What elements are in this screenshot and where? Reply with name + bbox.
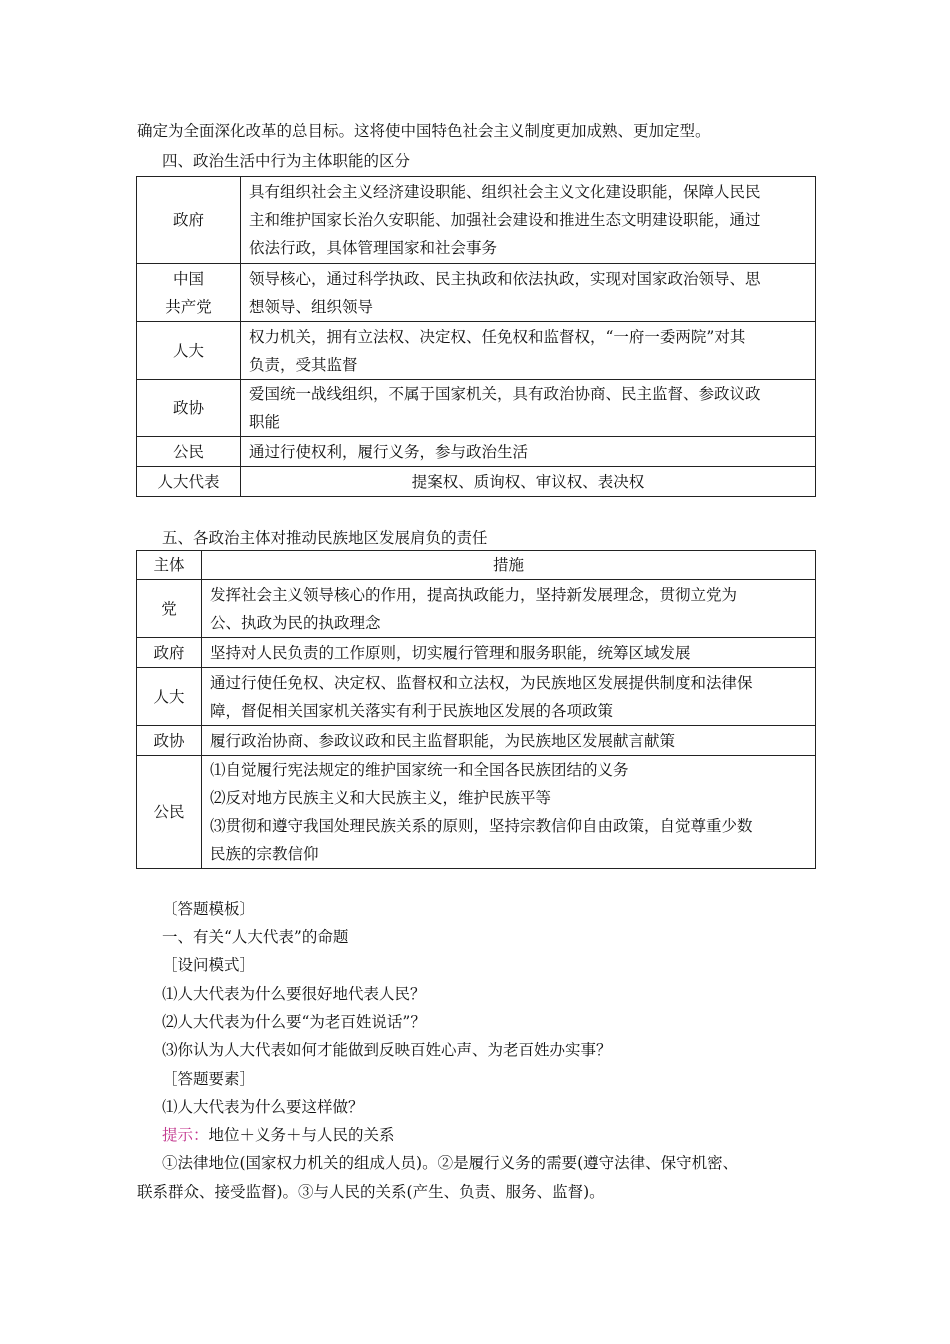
table-row [137,756,816,869]
table-row [137,437,816,467]
table-row [137,264,816,322]
table-row [137,726,816,756]
subject-cell: 政协 [137,726,202,756]
table-row [137,467,816,497]
question-item: ⑴人大代表为什么要很好地代表人民？ [162,985,426,1003]
section5-heading: 五、各政治主体对推动民族地区发展肩负的责任 [162,529,488,547]
subject-cell: 公民 [137,756,202,869]
intro-line: 确定为全面深化改革的总目标。这将使中国特色社会主义制度更加成熟、更加定型。 [137,122,711,140]
answer-line: ①法律地位(国家权力机关的组成人员)。②是履行义务的需要(遵守法律、保守机密、 [162,1154,739,1172]
subject-cell: 人大代表 [137,467,241,497]
duty-cell: 权力机关，拥有立法权、决定权、任免权和监督权，“一府一委两院”对其 负责，受其监督 [241,322,816,380]
answer-line: 联系群众、接受监督)。③与人民的关系(产生、负责、服务、监督)。 [137,1183,605,1201]
table-row [137,668,816,726]
table-row [137,580,816,638]
subject-cell: 政协 [137,380,241,437]
column-header-measure: 措施 [202,551,816,580]
table-row [137,380,816,437]
duty-cell: 爱国统一战线组织，不属于国家机关，具有政治协商、民主监督、参政议政 职能 [241,380,816,437]
subject-cell: 政府 [137,638,202,668]
subject-cell: 政府 [137,177,241,264]
table-header-row [137,551,816,580]
subject-cell: 人大 [137,322,241,380]
section5-table [136,550,816,869]
template-title: 〔答题模板〕 [162,900,256,918]
duty-cell: 领导核心，通过科学执政、民主执政和依法执政，实现对国家政治领导、思 想领导、组织领导 [241,264,816,322]
question-item: ⑶你认为人大代表如何才能做到反映百姓心声、为老百姓办实事？ [162,1041,612,1059]
duty-cell: 通过行使权利，履行义务，参与政治生活 [241,437,816,467]
subject-cell: 人大 [137,668,202,726]
subject-cell: 公民 [137,437,241,467]
answer-question: ⑴人大代表为什么要这样做？ [162,1098,364,1116]
duty-cell: 提案权、质询权、审议权、表决权 [241,467,816,497]
measure-cell: ⑴自觉履行宪法规定的维护国家统一和全国各民族团结的义务 ⑵反对地方民族主义和大民族主义，维护民族平等 ⑶贯彻和遵守我国处理民族关系的原则，坚持宗教信仰自由政策，自觉尊重少数 民族的宗教信仰 [202,756,816,869]
question-item: ⑵人大代表为什么要“为老百姓说话”？ [162,1013,426,1031]
question-mode-label: ［设问模式］ [162,956,256,974]
table-row [137,638,816,668]
section4-table [136,176,816,497]
measure-cell: 通过行使任免权、决定权、监督权和立法权，为民族地区发展提供制度和法律保 障，督促相关国家机关落实有利于民族地区发展的各项政策 [202,668,816,726]
subject-cell: 党 [137,580,202,638]
table-row [137,177,816,264]
column-header-subject: 主体 [137,551,202,580]
section4-heading: 四、政治生活中行为主体职能的区分 [162,152,411,170]
hint-line [162,1124,395,1146]
measure-cell: 坚持对人民负责的工作原则，切实履行管理和服务职能，统筹区域发展 [202,638,816,668]
measure-cell: 发挥社会主义领导核心的作用，提高执政能力，坚持新发展理念，贯彻立党为 公、执政为民的执政理念 [202,580,816,638]
answer-elements-label: ［答题要素］ [162,1070,256,1088]
duty-cell: 具有组织社会主义经济建设职能、组织社会主义文化建设职能，保障人民民 主和维护国家长治久安职能、加强社会建设和推进生态文明建设职能，通过 依法行政，具体管理国家和社会事务 [241,177,816,264]
template-topic: 一、有关“人大代表”的命题 [162,928,349,946]
hint-text: 地位＋义务＋与人民的关系 [208,1126,395,1144]
table-row [137,322,816,380]
hint-label: 提示： [162,1126,209,1144]
subject-cell: 中国 共产党 [137,264,241,322]
measure-cell: 履行政治协商、参政议政和民主监督职能，为民族地区发展献言献策 [202,726,816,756]
